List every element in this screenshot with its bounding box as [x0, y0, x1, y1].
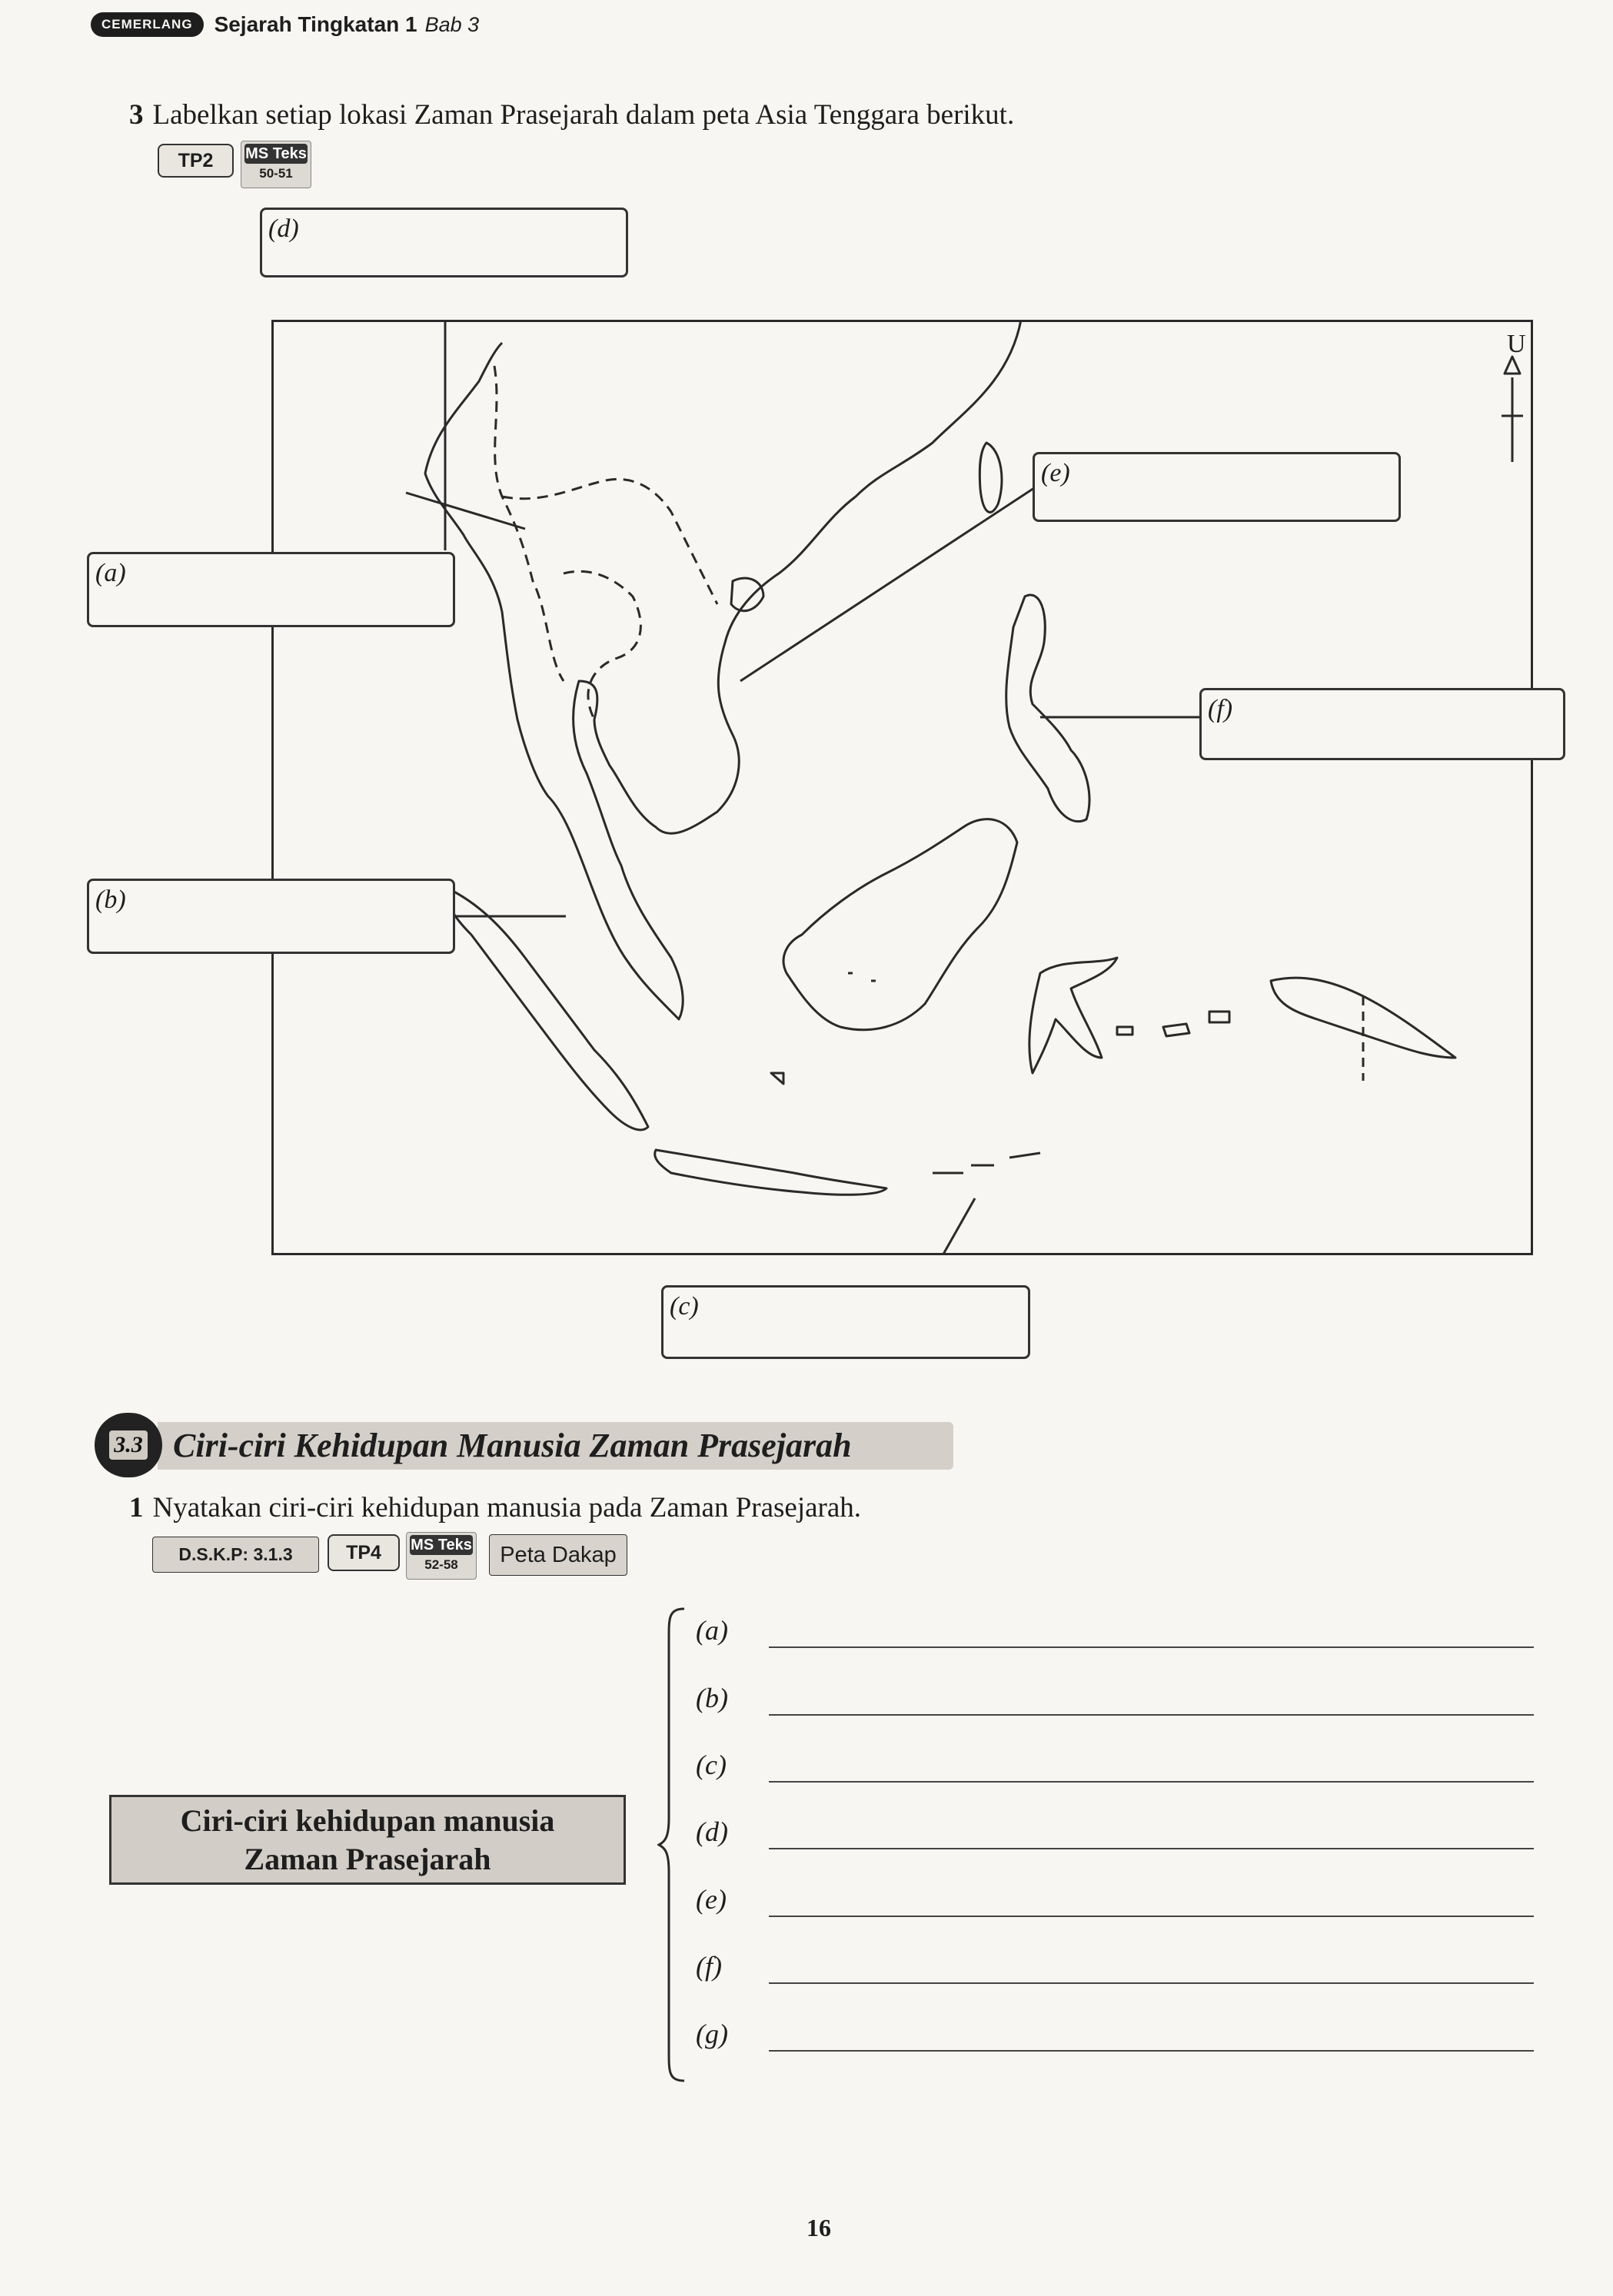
leader-line-e	[740, 487, 1036, 681]
ms-teks-pages: 50-51	[259, 166, 293, 181]
section-badge	[95, 1413, 162, 1477]
publisher-logo: CEMERLANG	[91, 12, 204, 37]
curly-brace	[657, 1607, 688, 2083]
answer-row-e	[696, 1883, 1534, 1922]
answer-label: (a)	[696, 1615, 728, 1646]
answer-row-a	[696, 1614, 1534, 1653]
taiwan-island	[979, 443, 1002, 512]
answer-row-c	[696, 1749, 1534, 1787]
map-label-box-e[interactable]: (e)	[1033, 452, 1401, 522]
question-3	[129, 98, 1014, 132]
answer-label: (d)	[696, 1816, 728, 1847]
philippines-islands	[1006, 595, 1089, 822]
answer-row-g	[696, 2018, 1534, 2056]
small-islands	[771, 973, 1229, 1173]
section-title: Ciri-ciri Kehidupan Manusia Zaman Prasejarah	[173, 1427, 852, 1464]
question-text: Labelkan setiap lokasi Zaman Prasejarah dalam peta Asia Tenggara berikut.	[152, 99, 1015, 131]
compass-label: U	[1507, 330, 1526, 358]
ms-teks-label: MS Teks	[245, 145, 307, 162]
mainland-coastline	[425, 320, 1021, 1019]
answer-line-c[interactable]	[769, 1781, 1534, 1783]
map-label-box-c[interactable]: (c)	[661, 1285, 1030, 1359]
concept-line-1: Ciri-ciri kehidupan manusia	[180, 1803, 555, 1838]
question-number: 1	[129, 1492, 144, 1523]
dskp-badge: D.S.K.P: 3.1.3	[152, 1537, 319, 1573]
sumatra-island	[447, 889, 648, 1130]
answer-label: (g)	[696, 2019, 728, 2049]
java-island	[655, 1150, 886, 1195]
answer-line-d[interactable]	[769, 1848, 1534, 1849]
answer-row-f	[696, 1950, 1534, 1989]
answer-row-b	[696, 1682, 1534, 1720]
hainan-island	[731, 578, 763, 611]
page-header	[91, 9, 479, 40]
tp-badge: TP4	[328, 1534, 400, 1571]
chapter-label: Bab 3	[424, 12, 480, 36]
map-label-box-b[interactable]: (b)	[87, 879, 455, 954]
question-text: Nyatakan ciri-ciri kehidupan manusia pada Zaman Prasejarah.	[152, 1492, 862, 1523]
answer-label: (f)	[696, 1951, 722, 1982]
sulawesi-island	[1029, 958, 1117, 1073]
concept-line-2: Zaman Prasejarah	[244, 1841, 491, 1876]
map-label-box-f[interactable]: (f)	[1199, 688, 1565, 760]
answer-row-d	[696, 1816, 1534, 1854]
ms-teks-label: MS Teks	[411, 1537, 472, 1553]
ms-teks-badge	[241, 141, 311, 188]
ms-teks-badge	[406, 1532, 477, 1580]
compass-arrow	[1502, 357, 1523, 462]
answer-label: (c)	[696, 1749, 727, 1780]
book-title: Sejarah Tingkatan 1	[214, 12, 417, 36]
map-label-box-a[interactable]: (a)	[87, 552, 455, 627]
answer-line-f[interactable]	[769, 1982, 1534, 1984]
tp-badge: TP2	[158, 144, 234, 178]
answer-line-b[interactable]	[769, 1714, 1534, 1716]
question-number: 3	[129, 99, 144, 131]
section-number: 3.3	[109, 1430, 148, 1460]
page-number: 16	[806, 2214, 831, 2241]
concept-box	[109, 1795, 626, 1885]
peta-dakap-badge: Peta Dakap	[489, 1534, 627, 1576]
borneo-island	[783, 819, 1017, 1030]
ms-teks-pages: 52-58	[424, 1557, 458, 1572]
leader-line-c	[925, 1198, 975, 1255]
question-1	[129, 1491, 861, 1525]
country-borders	[494, 366, 717, 719]
answer-line-e[interactable]	[769, 1916, 1534, 1917]
answer-label: (e)	[696, 1884, 727, 1915]
answer-line-a[interactable]	[769, 1646, 1534, 1648]
map-label-box-d[interactable]: (d)	[260, 208, 628, 277]
answer-line-g[interactable]	[769, 2050, 1534, 2052]
answer-label: (b)	[696, 1683, 728, 1713]
